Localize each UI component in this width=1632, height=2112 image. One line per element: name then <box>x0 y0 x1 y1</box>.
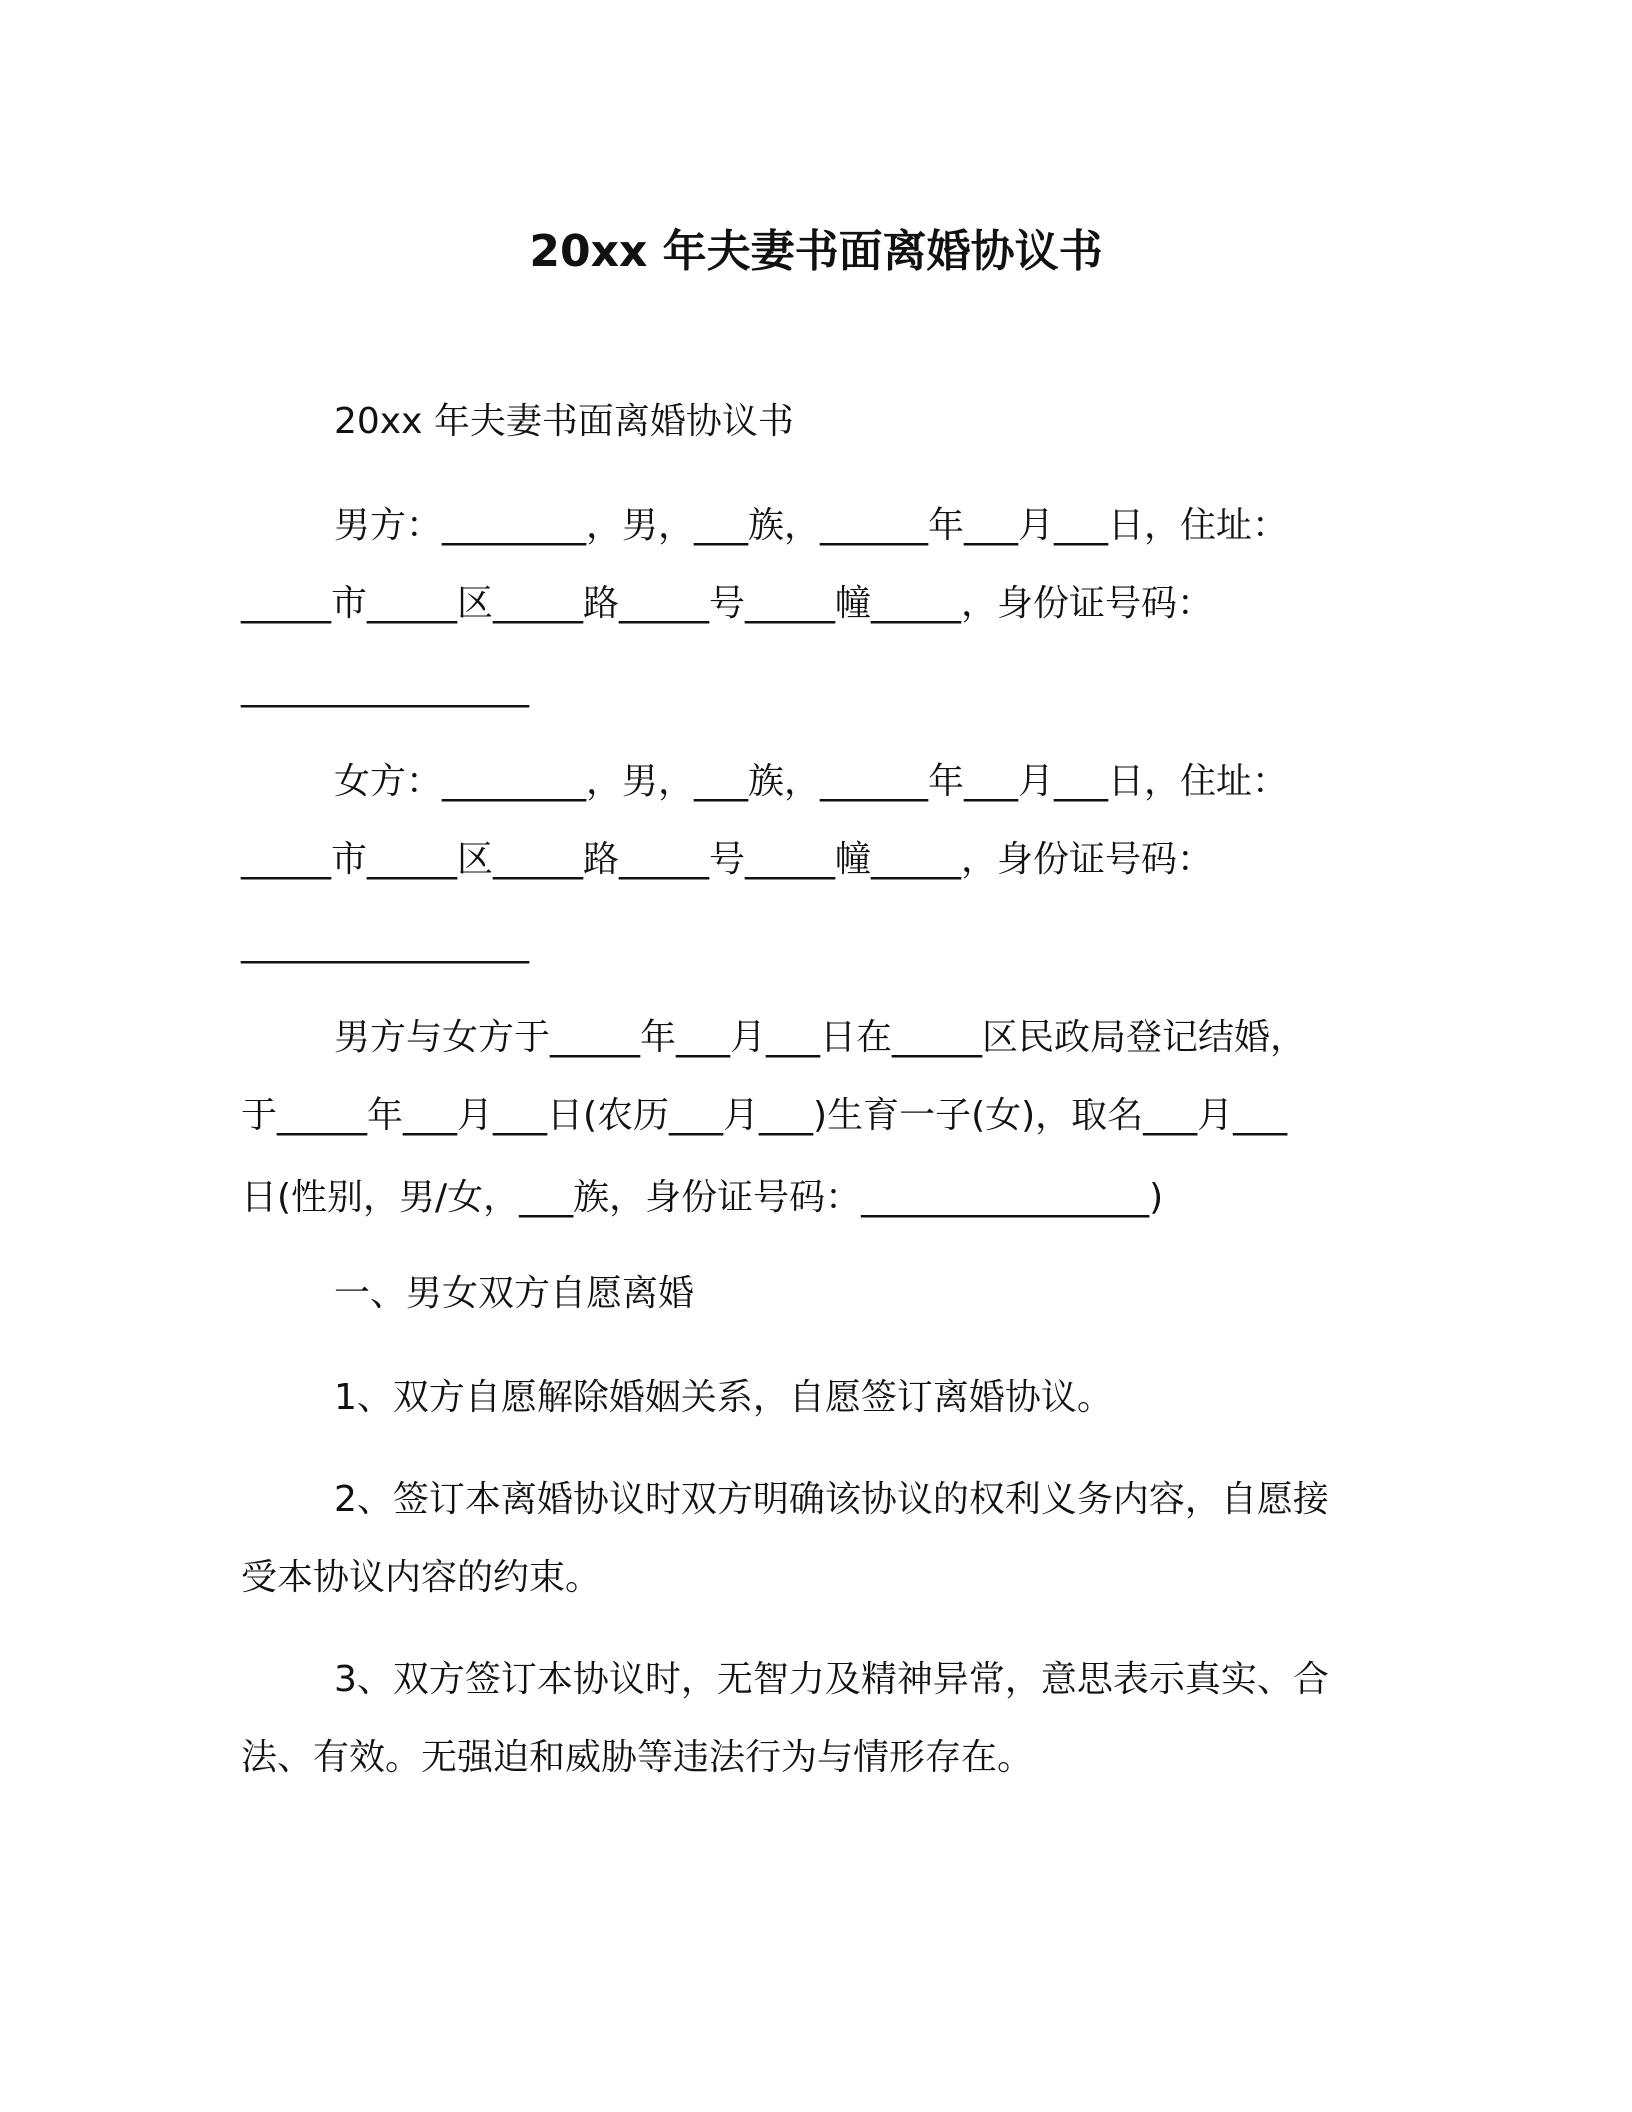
marriage-info-line-2: 于_____年___月___日(农历___月___)生育一子(女)，取名___月___ <box>241 1095 1288 1136</box>
male-party-line-2: _____市_____区_____路_____号_____幢_____，身份证号码： <box>241 583 1214 624</box>
document-title: 20xx 年夫妻书面离婚协议书 <box>529 226 1103 277</box>
section-heading-1: 一、男女双方自愿离婚 <box>334 1273 695 1314</box>
clause-3-line-2: 法、有效。无强迫和威胁等违法行为与情形存在。 <box>241 1737 1034 1778</box>
marriage-info-line-3: 日(性别，男/女，___族，身份证号码：________________) <box>241 1177 1164 1218</box>
clause-3-line-1: 3、双方签订本协议时，无智力及精神异常，意思表示真实、合 <box>334 1659 1329 1700</box>
clause-1: 1、双方自愿解除婚姻关系，自愿签订离婚协议。 <box>334 1377 1113 1418</box>
female-party-line-2: _____市_____区_____路_____号_____幢_____，身份证号码： <box>241 839 1214 880</box>
female-party-line-3: ________________ <box>241 923 529 964</box>
clause-2-line-2: 受本协议内容的约束。 <box>241 1557 602 1598</box>
marriage-info-line-1: 男方与女方于_____年___月___日在_____区民政局登记结婚， <box>334 1017 1307 1058</box>
clause-2-line-1: 2、签订本离婚协议时双方明确该协议的权利义务内容，自愿接 <box>334 1479 1329 1520</box>
male-party-line-3: ________________ <box>241 667 529 708</box>
document-subtitle: 20xx 年夫妻书面离婚协议书 <box>334 401 794 442</box>
female-party-line-1: 女方：________，男，___族，______年___月___日，住址： <box>334 761 1289 802</box>
male-party-line-1: 男方：________，男，___族，______年___月___日，住址： <box>334 505 1289 546</box>
